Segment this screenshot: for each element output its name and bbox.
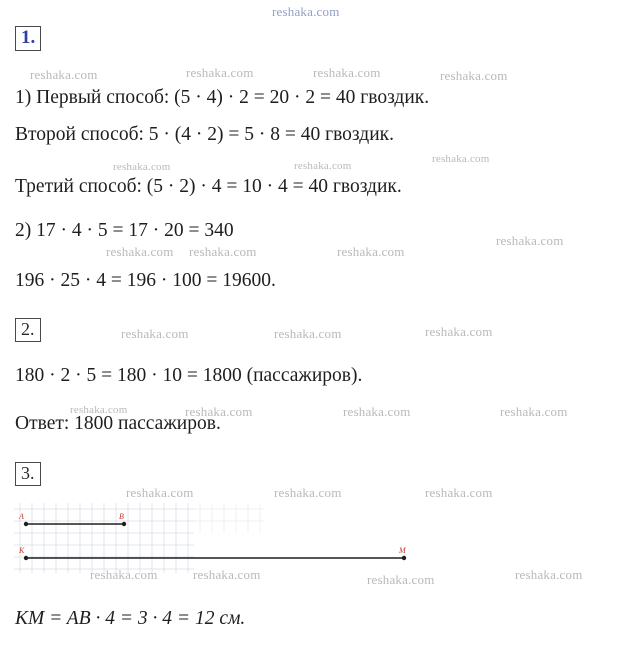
figure-svg — [14, 503, 424, 573]
watermark: reshaka.com — [113, 161, 171, 173]
watermark: reshaka.com — [126, 485, 194, 500]
point-label-b: B — [119, 512, 124, 521]
task-2-line-1: 180 · 2 · 5 = 180 · 10 = 1800 (пассажиров). — [15, 365, 363, 386]
point-label-a: A — [19, 512, 24, 521]
watermark: reshaka.com — [343, 404, 411, 419]
watermark: reshaka.com — [272, 4, 340, 19]
point-label-k: K — [19, 546, 25, 555]
watermark: reshaka.com — [30, 67, 98, 82]
watermark: reshaka.com — [337, 244, 405, 259]
watermark: reshaka.com — [274, 326, 342, 341]
task-2-line-2: Ответ: 1800 пассажиров. — [15, 413, 221, 434]
segment-figure — [14, 503, 424, 573]
watermark: reshaka.com — [274, 485, 342, 500]
watermark: reshaka.com — [367, 572, 435, 587]
watermark: reshaka.com — [193, 567, 261, 582]
task-number-1: 1. — [15, 26, 41, 51]
task-number-2: 2. — [15, 318, 41, 342]
task-1-line-2: Второй способ: 5 · (4 · 2) = 5 · 8 = 40 гвоздик. — [15, 124, 394, 145]
point-label-m: M — [399, 546, 406, 555]
watermark: reshaka.com — [440, 68, 508, 83]
watermark: reshaka.com — [90, 567, 158, 582]
watermark: reshaka.com — [121, 326, 189, 341]
task-3-line-1: KM = AB · 4 = 3 · 4 = 12 см. — [15, 608, 246, 629]
watermark: reshaka.com — [189, 244, 257, 259]
task-1-line-3: Третий способ: (5 · 2) · 4 = 10 · 4 = 40 гвоздик. — [15, 176, 402, 197]
watermark: reshaka.com — [313, 65, 381, 80]
task-1-line-1: 1) Первый способ: (5 · 4) · 2 = 20 · 2 = 40 гвоздик. — [15, 87, 430, 108]
watermark: reshaka.com — [432, 153, 490, 165]
watermark: reshaka.com — [500, 404, 568, 419]
task-number-3: 3. — [15, 462, 41, 486]
watermark: reshaka.com — [186, 65, 254, 80]
watermark: reshaka.com — [425, 485, 493, 500]
task-1-line-5: 196 · 25 · 4 = 196 · 100 = 19600. — [15, 270, 276, 291]
watermark: reshaka.com — [106, 244, 174, 259]
watermark: reshaka.com — [294, 160, 352, 172]
watermark: reshaka.com — [515, 567, 583, 582]
watermark: reshaka.com — [70, 404, 128, 416]
task-1-line-4: 2) 17 · 4 · 5 = 17 · 20 = 340 — [15, 220, 234, 241]
watermark: reshaka.com — [425, 324, 493, 339]
watermark: reshaka.com — [496, 233, 564, 248]
watermark: reshaka.com — [185, 404, 253, 419]
